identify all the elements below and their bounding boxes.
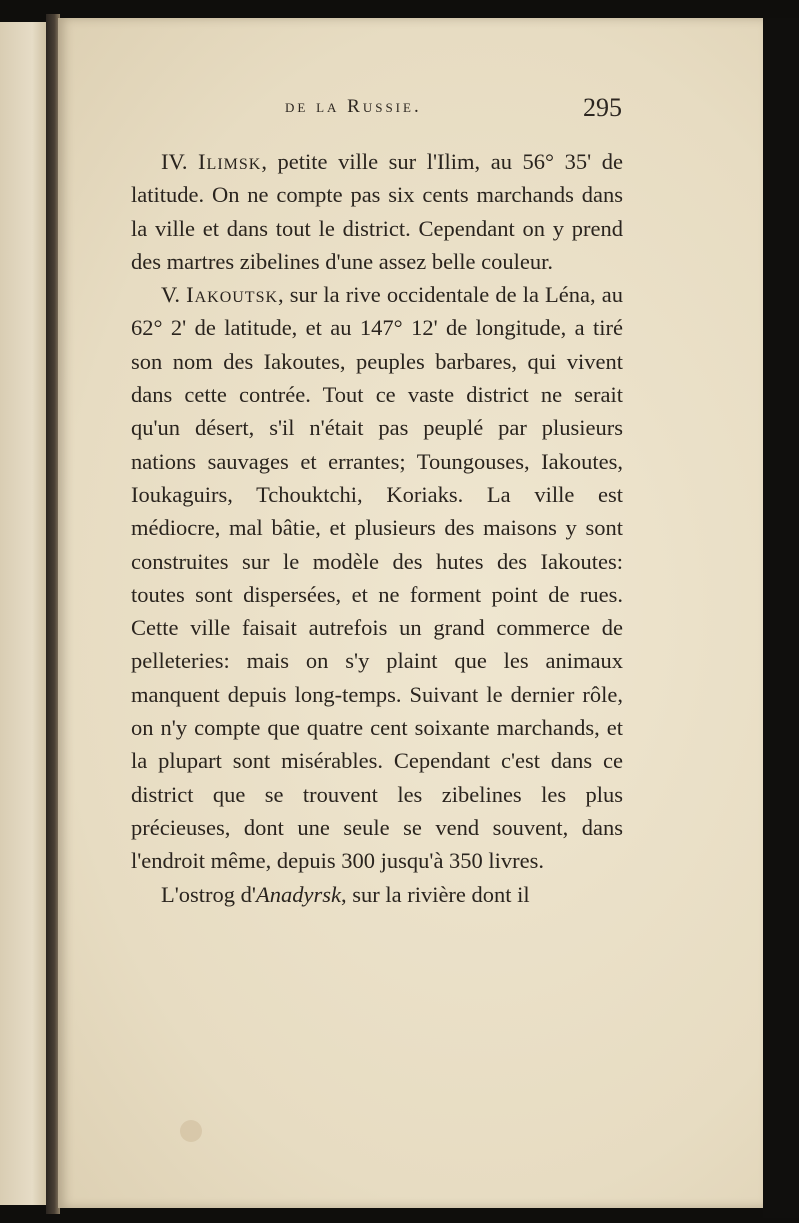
paragraph-anadyrsk [131, 878, 623, 911]
paragraph-text: , petite ville sur l'Ilim, au 56° 35' de latitude. On ne compte pas six cents marchands dans la ville et dans tout le district. Cependant on y prend des martres zibelines d'une assez belle couleur. [131, 149, 623, 274]
paragraph-lead: L'ostrog d' [161, 881, 256, 907]
facing-page-edge [0, 22, 46, 1205]
paragraph-ilimsk [131, 145, 623, 278]
paper-stain [180, 1120, 202, 1142]
scan-border [763, 18, 799, 1218]
body-text [131, 145, 623, 911]
paragraph-lead: V. [161, 282, 187, 308]
page-number: 295 [583, 93, 622, 122]
paragraph-text: , sur la rive occidentale de la Léna, au 62° 2' de latitude, et au 147° 12' de longitude, a tiré son nom des Iakoutes, peuples barbares, qui vivent dans cette contrée. Tout ce vaste district ne serait qu'un désert, s'il n'était pas peuplé par plusieurs nations sauvages et errantes; Toungouses, Iakoutes, Ioukaguirs, Tchouktchi, Koriaks. La ville est médiocre, mal bâtie, et plusieurs des maisons y sont construites sur le modèle des hutes des Iakoutes: toutes sont dispersées, et ne forment point de rues. Cette ville faisait autrefois un grand commerce de pelleteries: mais on s'y plaint que les animaux manquent depuis long-temps. Suivant le dernier rôle, on n'y compte que quatre cent soixante marchands, et la plupart sont misérables. Cependant c'est dans ce district que se trouvent les zibelines les plus précieuses, dont une seule se vend souvent, dans l'endroit même, depuis 300 jusqu'à 350 livres. [131, 282, 623, 874]
running-title: de la Russie. [285, 96, 422, 117]
paragraph-iakoutsk [131, 278, 623, 877]
paragraph-text: , sur la rivière dont il [340, 881, 530, 907]
paragraph-lead: IV. [161, 149, 199, 174]
place-name: Ilimsk [198, 149, 262, 174]
place-name: Iakoutsk [186, 282, 279, 308]
place-name: Anadyrsk [255, 881, 341, 907]
